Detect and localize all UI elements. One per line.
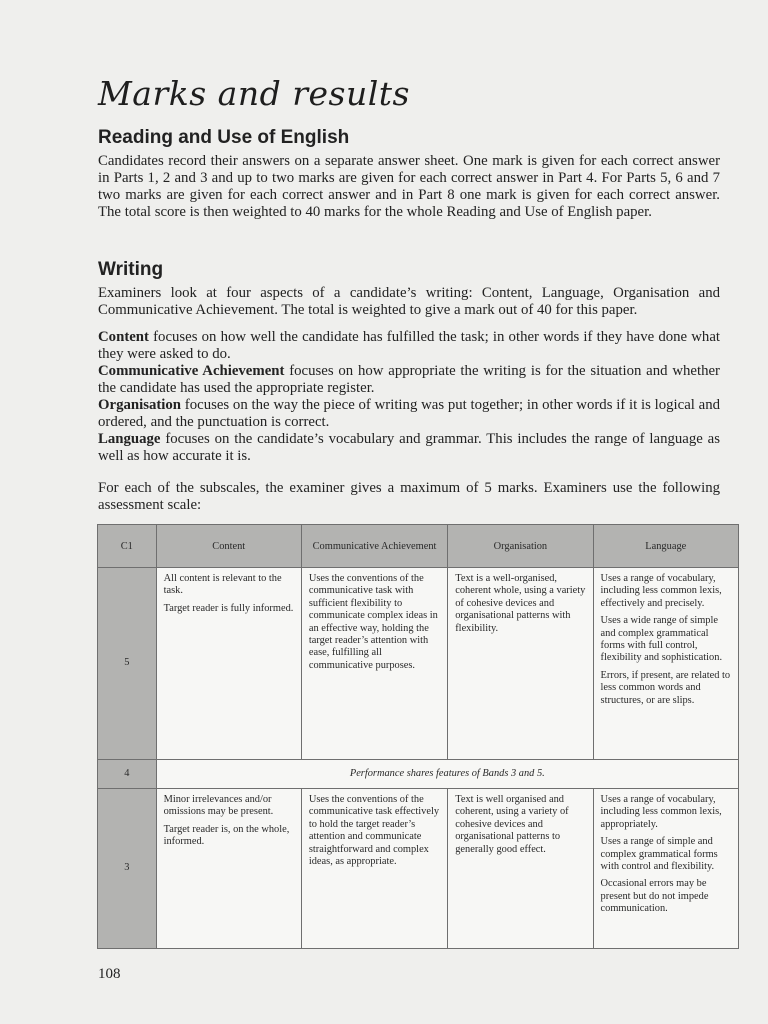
band5-content-2: Target reader is fully informed.: [163, 602, 294, 614]
band3-ca-cell: [301, 789, 447, 949]
band3-content-2: Target reader is, on the whole, informed.: [163, 823, 290, 848]
criterion-org-text: focuses on the way the piece of writing was put together; in other words if it is logical and ordered, and the punctuation is correct.: [98, 397, 720, 430]
band5-lang-1: Uses a range of vocabulary, including less common lexis, effectively and precisely.: [600, 573, 722, 609]
writing-criteria: [98, 329, 720, 465]
header-communicative-achievement: Communicative Achievement: [301, 525, 447, 568]
criterion-org-term: Organisation: [98, 397, 182, 413]
band-label-3: 3: [98, 789, 157, 949]
band5-ca-cell: [301, 568, 447, 760]
assessment-scale-table-wrap: [97, 524, 739, 949]
band5-content-1: All content is relevant to the task.: [163, 573, 282, 597]
criterion-ca-term: Communicative Achievement: [98, 363, 285, 379]
header-level: C1: [98, 525, 157, 568]
band5-org-1: Text is a well-organised, coherent whole, using a variety of cohesive devices and organisational patterns with flexibility.: [455, 573, 586, 634]
criterion-lang-text: focuses on the candidate’s vocabulary and grammar. This includes the range of language as well as how accurate it is.: [98, 431, 720, 464]
band3-ca-1: Uses the conventions of the communicative task effectively to hold the target reader’s attention and communicate straightforward and complex ideas, as appropriate.: [308, 794, 440, 868]
criterion-content-text: focuses on how well the candidate has fulfilled the task; in other words if they have done what they were asked to do.: [98, 329, 720, 362]
header-organisation: Organisation: [448, 525, 593, 568]
page-title: Marks and results: [98, 74, 410, 113]
reading-body: Candidates record their answers on a separate answer sheet. One mark is given for each correct answer in Parts 1, 2 and 3 and up to two marks are given for each correct answer in Part 4. For Parts 5, 6 and 7 two marks are given for each correct answer and in Part 8 one mark is given for each correct answer. The total score is then weighted to 40 marks for the whole Reading and Use of English paper.: [98, 153, 720, 220]
band3-lang-3: Occasional errors may be present but do not impede communication.: [600, 878, 709, 915]
band4-text: Performance shares features of Bands 3 and 5.: [156, 760, 738, 789]
band5-lang-cell: [593, 568, 738, 760]
band3-org-cell: [448, 789, 593, 949]
header-content: Content: [156, 525, 301, 568]
band5-lang-2: Uses a wide range of simple and complex grammatical forms with full control, flexibility and sophistication.: [600, 615, 723, 664]
criterion-ca-text: focuses on how appropriate the writing is for the situation and whether the candidate has used the appropriate register.: [98, 363, 720, 396]
table-header-row: [98, 525, 739, 568]
band5-ca-1: Uses the conventions of the communicative task with sufficient flexibility to communicate complex ideas in an effective way, holding the target reader’s attention with ease, fulfilling all communicative purposes.: [308, 573, 438, 671]
band5-lang-3: Errors, if present, are related to less common words and structures, or are slips.: [600, 669, 731, 706]
reading-heading: Reading and Use of English: [98, 127, 350, 148]
criterion-content: [98, 329, 720, 363]
criterion-content-term: Content: [98, 329, 149, 345]
band-label-5: 5: [98, 568, 157, 760]
writing-heading: Writing: [98, 259, 164, 280]
table-row-band-4: [98, 760, 739, 789]
criterion-organisation: [98, 397, 720, 431]
header-language: Language: [593, 525, 738, 568]
page-number: 108: [98, 966, 121, 982]
band3-org-1: Text is well organised and coherent, using a variety of cohesive devices and organisational patterns to generally good effect.: [455, 794, 569, 855]
band3-lang-1: Uses a range of vocabulary, including less common lexis, appropriately.: [600, 794, 722, 830]
band3-content-cell: [156, 789, 301, 949]
assessment-scale-table: [97, 524, 739, 949]
writing-intro: Examiners look at four aspects of a candidate’s writing: Content, Language, Organisation and Communicative Achievement. The total is weighted to give a mark out of 40 for this paper.: [98, 285, 720, 318]
table-row-band-3: [98, 789, 739, 949]
band3-lang-cell: [593, 789, 738, 949]
criterion-language: [98, 431, 720, 465]
band3-lang-2: Uses a range of simple and complex grammatical forms with control and flexibility.: [600, 836, 718, 873]
band5-content-cell: [156, 568, 301, 760]
table-row-band-5: [98, 568, 739, 760]
band-label-4: 4: [98, 760, 157, 789]
band3-content-1: Minor irrelevances and/or omissions may be present.: [163, 794, 274, 818]
scale-intro: For each of the subscales, the examiner gives a maximum of 5 marks. Examiners use the following assessment scale:: [98, 480, 720, 513]
band5-org-cell: [448, 568, 593, 760]
criterion-lang-term: Language: [98, 431, 161, 447]
criterion-communicative-achievement: [98, 363, 720, 397]
